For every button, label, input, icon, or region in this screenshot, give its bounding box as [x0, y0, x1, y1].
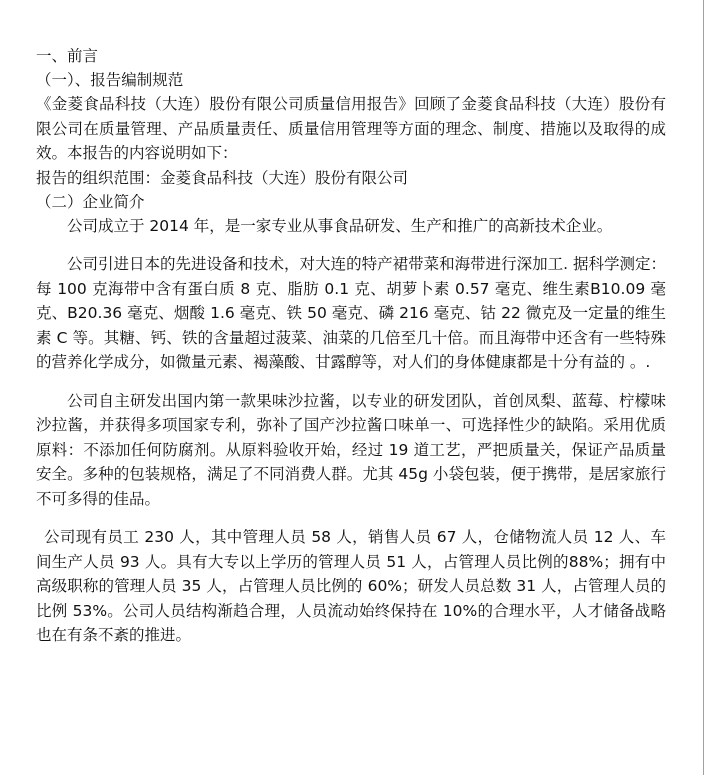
scope-line: 报告的组织范围：金菱食品科技（大连）股份有限公司	[36, 168, 409, 187]
document-body	[36, 44, 666, 648]
intro-paragraph: 《金菱食品科技（大连）股份有限公司质量信用报告》回顾了金菱食品科技（大连）股份有限公司在质量管理、产品质量责任、质量信用管理等方面的理念、制度、措施以及取得的成效。本报告的内容说明如下：	[36, 95, 666, 162]
heading-report-standard: （一）、报告编制规范	[36, 71, 184, 89]
heading-company-profile: （二）企业简介	[36, 192, 145, 211]
paragraph-staff: 公司现有员工 230 人，其中管理人员 58 人，销售人员 67 人，仓储物流人员 12 人、车间生产人员 93 人。具有大专以上学历的管理人员 51 人，占管理人员比例的88%；拥有中高级职称的管理人员 35 人，占管理人员比例的 60%；研发人员总数 31 人，占管理人员的比例 53%。公司人员结构渐趋合理，人员流动始终保持在 10%的合理水平，人才储备战略也在有条不紊的推进。	[36, 528, 666, 644]
heading-preface: 一、前言	[36, 47, 99, 65]
paragraph-founding: 公司成立于 2014 年，是一家专业从事食品研发、生产和推广的高新技术企业。	[67, 216, 613, 235]
paragraph-products: 公司自主研发出国内第一款果味沙拉酱，以专业的研发团队，首创凤梨、蓝莓、柠檬味沙拉酱，并获得多项国家专利，弥补了国产沙拉酱口味单一、可选择性少的缺陷。采用优质原料：不添加任何防腐剂。从原料验收开始，经过 19 道工艺，严把质量关，保证产品质量安全。多种的包装规格，满足了不同消费人群。尤其 45g 小袋包装，便于携带，是居家旅行不可多得的佳品。	[36, 391, 666, 508]
paragraph-technology: 公司引进日本的先进设备和技术，对大连的特产裙带菜和海带进行深加工. 据科学测定：每 100 克海带中含有蛋白质 8 克、脂肪 0.1 克、胡萝卜素 0.57 毫克、维生素B10.09 毫克、B20.36 毫克、烟酸 1.6 毫克、铁 50 毫克、磷 216 毫克、钴 22 微克及一定量的维生素 C 等。其糖、钙、铁的含量超过菠菜、油菜的几倍至几十倍。而且海带中还含有一些特殊的营养化学成分，如微量元素、褐藻酸、甘露醇等，对人们的身体健康都是十分有益的 。.	[36, 255, 666, 371]
